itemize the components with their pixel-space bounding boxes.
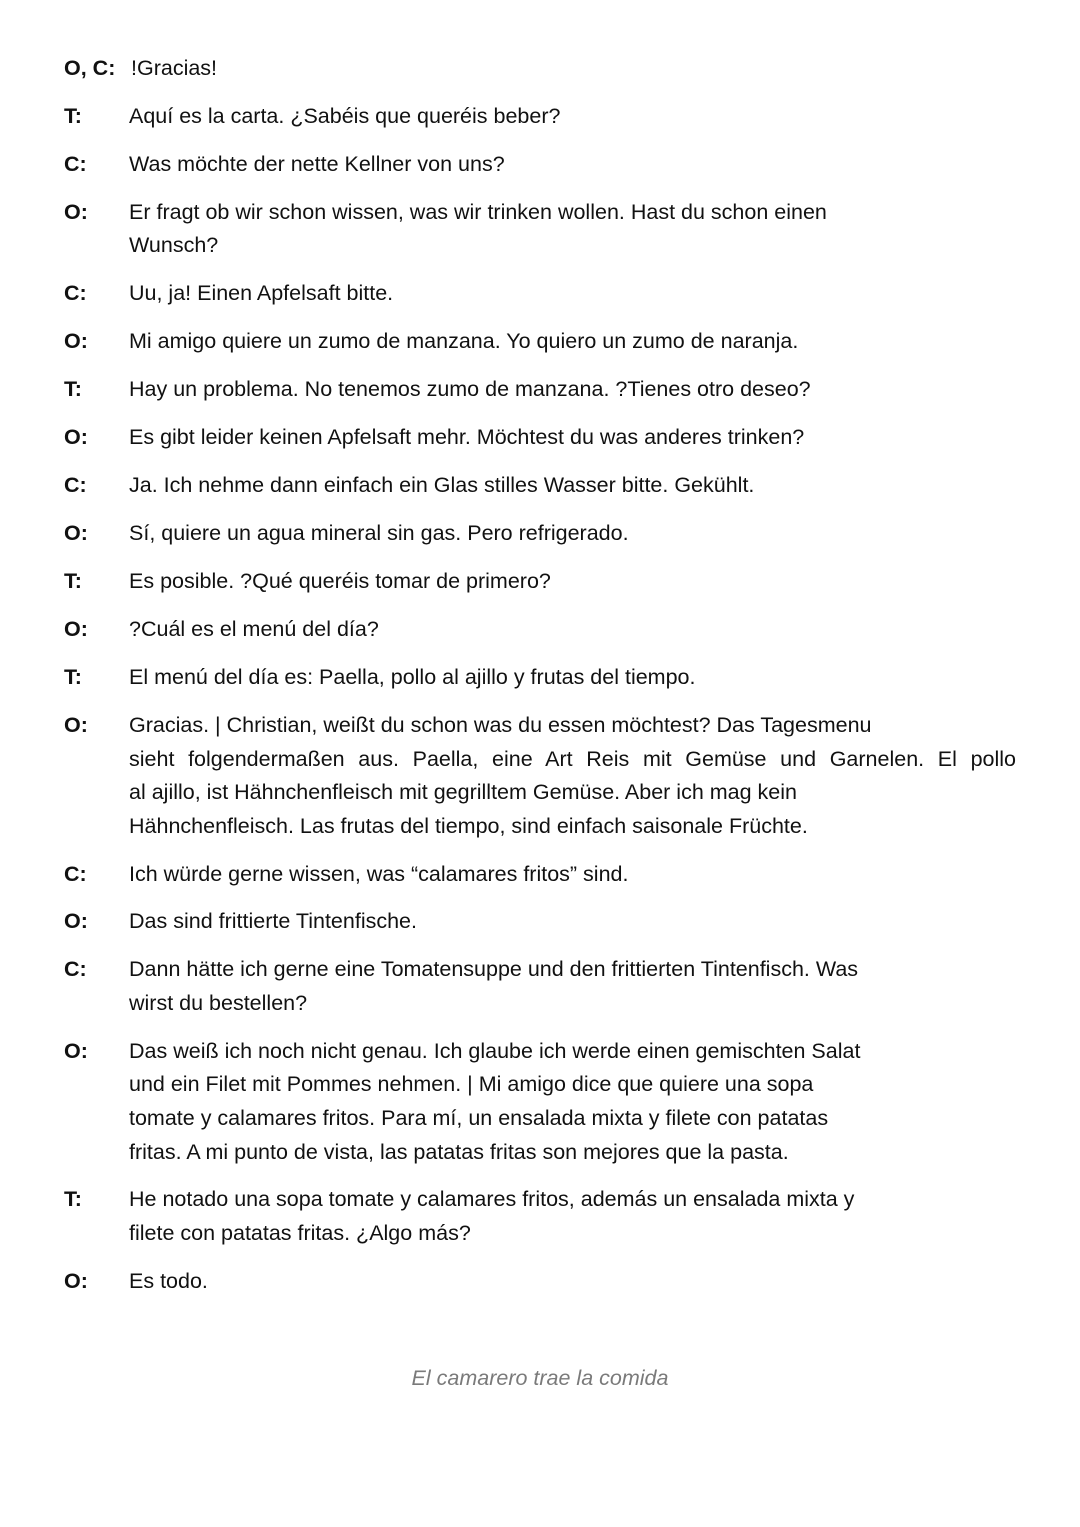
dialogue-line: Er fragt ob wir schon wissen, was wir trinken wollen. Hast du schon einen [129, 200, 827, 224]
dialogue-line: wirst du bestellen? [129, 991, 308, 1015]
dialogue-line: tomate y calamares fritos. Para mí, un ensalada mixta y filete con patatas [129, 1106, 829, 1130]
dialogue-line: Sí, quiere un agua mineral sin gas. Pero refrigerado. [129, 521, 629, 545]
speaker-label: T: [64, 569, 82, 593]
dialogue-line: filete con patatas fritas. ¿Algo más? [129, 1221, 471, 1245]
speaker-label: O: [64, 909, 88, 933]
speaker-label: O, C: [64, 56, 116, 80]
dialogue-line: !Gracias! [131, 56, 218, 80]
speaker-label: C: [64, 281, 87, 305]
speaker-label: C: [64, 862, 87, 886]
dialogue-line: Uu, ja! Einen Apfelsaft bitte. [129, 281, 394, 305]
dialogue-line: Mi amigo quiere un zumo de manzana. Yo quiero un zumo de naranja. [129, 329, 799, 353]
dialogue-line: Hay un problema. No tenemos zumo de manzana. ?Tienes otro deseo? [129, 377, 811, 401]
speaker-label: O: [64, 1269, 88, 1293]
stage-direction-caption: El camarero trae la comida [411, 1366, 669, 1390]
dialogue-line: Hähnchenfleisch. Las frutas del tiempo, sind einfach saisonale Früchte. [129, 814, 808, 838]
dialogue-line: Das sind frittierte Tintenfische. [129, 909, 417, 933]
speaker-label: C: [64, 957, 87, 981]
speaker-label: T: [64, 665, 82, 689]
dialogue-line: Dann hätte ich gerne eine Tomatensuppe und den frittierten Tintenfisch. Was [129, 957, 859, 981]
dialogue-line: Ich würde gerne wissen, was “calamares fritos” sind. [129, 862, 629, 886]
dialogue-line: al ajillo, ist Hähnchenfleisch mit gegrilltem Gemüse. Aber ich mag kein [129, 780, 797, 804]
dialogue-line: ?Cuál es el menú del día? [129, 617, 379, 641]
speaker-label: O: [64, 1039, 88, 1063]
speaker-label: O: [64, 425, 88, 449]
speaker-label: O: [64, 200, 88, 224]
dialogue-line: He notado una sopa tomate y calamares fritos, además un ensalada mixta y [129, 1187, 855, 1211]
dialogue-line: Aquí es la carta. ¿Sabéis que queréis beber? [129, 104, 561, 128]
speaker-label: O: [64, 521, 88, 545]
speaker-label: O: [64, 713, 88, 737]
dialogue-line: Gracias. | Christian, weißt du schon was du essen möchtest? Das Tagesmenu [129, 713, 872, 737]
dialogue-line: Ja. Ich nehme dann einfach ein Glas stilles Wasser bitte. Gekühlt. [129, 473, 755, 497]
dialogue-line: Was möchte der nette Kellner von uns? [129, 152, 505, 176]
speaker-label: C: [64, 152, 87, 176]
dialogue-line: Das weiß ich noch nicht genau. Ich glaube ich werde einen gemischten Salat [129, 1039, 861, 1063]
dialogue-line: El menú del día es: Paella, pollo al ajillo y frutas del tiempo. [129, 665, 696, 689]
speaker-label: O: [64, 617, 88, 641]
speaker-label: T: [64, 377, 82, 401]
dialogue-line: Es gibt leider keinen Apfelsaft mehr. Möchtest du was anderes trinken? [129, 425, 805, 449]
dialogue-line: fritas. A mi punto de vista, las patatas fritas son mejores que la pasta. [129, 1140, 789, 1164]
dialogue-line: Wunsch? [129, 233, 219, 257]
dialogue-line: und ein Filet mit Pommes nehmen. | Mi amigo dice que quiere una sopa [129, 1072, 814, 1096]
dialogue-line: Es posible. ?Qué queréis tomar de primero? [129, 569, 551, 593]
speaker-label: C: [64, 473, 87, 497]
speaker-label: T: [64, 1187, 82, 1211]
dialogue-line: Es todo. [129, 1269, 208, 1293]
speaker-label: T: [64, 104, 82, 128]
dialogue-line: sieht folgendermaßen aus. Paella, eine Art Reis mit Gemüse und Garnelen. El pollo [129, 747, 1016, 771]
speaker-label: O: [64, 329, 88, 353]
